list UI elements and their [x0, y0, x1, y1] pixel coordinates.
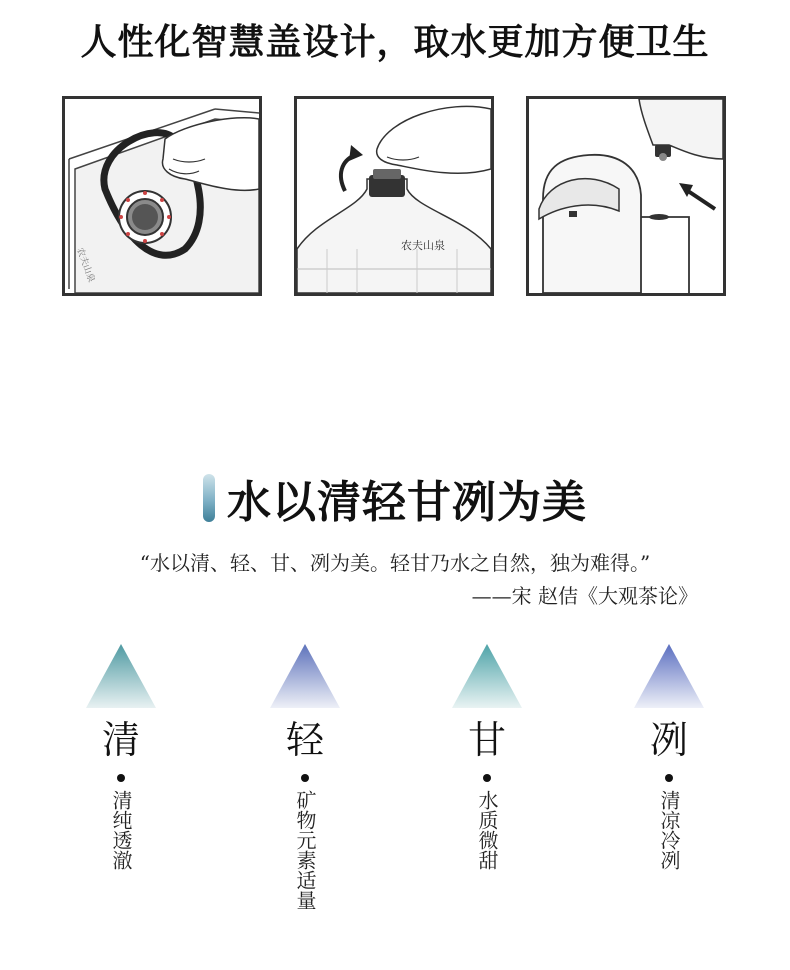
trait-char: 轻 [285, 718, 324, 762]
illustration-dispenser-insert [526, 96, 726, 296]
section-title [0, 466, 790, 530]
trait-desc: 矿物元素适量 [293, 789, 317, 910]
triangle-icon [86, 644, 156, 708]
bottle-brand-mark: 农夫山泉 [401, 239, 445, 252]
cap-open-drawing [297, 99, 491, 293]
bullet-dot [301, 774, 309, 782]
trait-qing-light [250, 644, 360, 910]
triangle-icon [270, 644, 340, 708]
bullet-dot [117, 774, 125, 782]
trait-char: 冽 [649, 718, 688, 762]
trait-qing [66, 644, 176, 870]
dispenser-insert-drawing [529, 99, 723, 293]
illustration-cap-open [294, 96, 494, 296]
triangle-icon [634, 644, 704, 708]
bullet-dot [483, 774, 491, 782]
title-accent-bar [203, 474, 215, 522]
section-title-text: 水以清轻甘冽为美 [227, 477, 587, 528]
trait-char: 甘 [467, 718, 506, 762]
top-heading: 人性化智慧盖设计，取水更加方便卫生 [80, 22, 710, 63]
quote-text: “水以清、轻、甘、冽为美。轻甘乃水之自然，独为难得。” [139, 551, 651, 575]
illustration-handle-grip [62, 96, 262, 296]
triangle-icon [452, 644, 522, 708]
trait-desc: 水质微甜 [475, 789, 499, 870]
trait-desc: 清纯透澈 [109, 789, 133, 870]
quote-source: ——宋 赵佶《大观茶论》 [471, 584, 698, 608]
bullet-dot [665, 774, 673, 782]
trait-char: 清 [101, 718, 140, 762]
handle-grip-drawing [65, 99, 259, 293]
trait-lie [614, 644, 724, 870]
svg-text:农夫山泉: 农夫山泉 [74, 246, 96, 284]
trait-gan [432, 644, 542, 870]
trait-desc: 清凉冷冽 [657, 789, 681, 870]
